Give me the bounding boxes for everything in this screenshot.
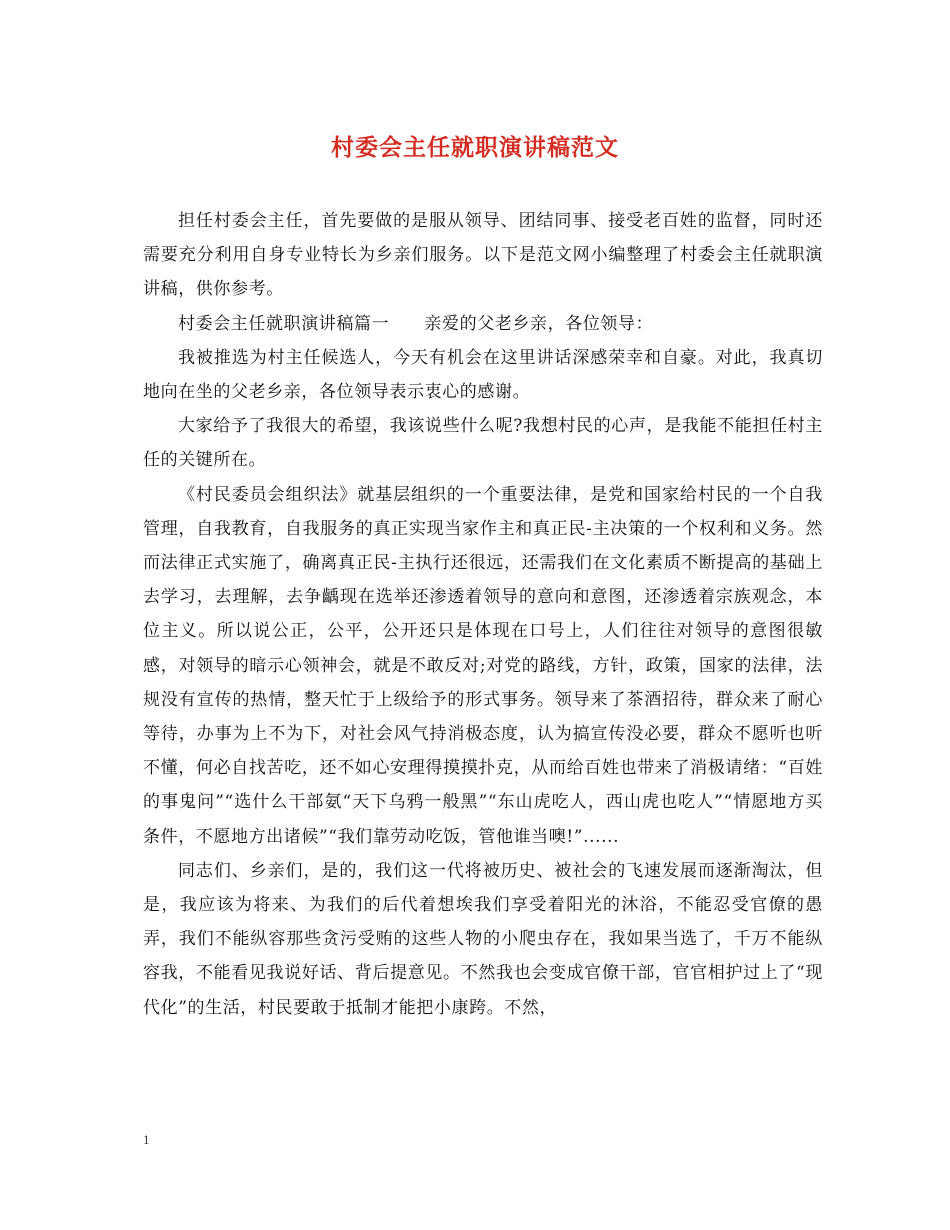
paragraph-comrades: 同志们、乡亲们，是的，我们这一代将被历史、被社会的飞速发展而逐渐淘汰，但是，我应该为将来、为我们的后代着想埃我们享受着阳光的沐浴，不能忍受官僚的愚弄，我们不能纵容那些贪污受贿的这些人物的小爬虫存在，我如果当选了，千万不能纵容我，不能看见我说好话、背后提意见。不然我也会变成官僚干部，官官相护过上了“现代化”的生活，村民要敢于抵制才能把小康跨。不然，: [143, 860, 823, 1018]
paragraph-hope: 大家给予了我很大的希望，我该说些什么呢?我想村民的心声，是我能不能担任村主任的关键所在。: [143, 416, 823, 471]
paragraph-salutation: 村委会主任就职演讲稿篇一 亲爱的父老乡亲，各位领导：: [178, 313, 654, 334]
page-number: 1: [143, 1132, 150, 1147]
paragraph-law: 《村民委员会组织法》就基层组织的一个重要法律，是党和国家给村民的一个自我管理，自我教育，自我服务的真正实现当家作主和真正民-主决策的一个权利和义务。然而法律正式实施了，确离真正民-主执行还很远，还需我们在文化素质不断提高的基础上去学习，去理解，去争齲现在选举还渗透着领导的意向和意图，还渗透着宗族观念，本位主义。所以说公正，公平，公开还只是体现在口号上，人们往往对领导的意图很敏感，对领导的暗示心领神会，就是不敢反对;对党的路线，方针，政策，国家的法律，法规没有宣传的热情，整天忙于上级给予的形式事务。领导来了茶酒招待，群众来了耐心等待，办事为上不为下，对社会风气持消极态度，认为搞宣传没必要，群众不愿听也听不懂，何必自找苦吃，还不如心安理得摸摸扑克，从而给百姓也带来了消极请绪：“百姓的事鬼问”“选什么干部氨“天下乌鸦一般黑”“东山虎吃人，西山虎也吃人”“情愿地方买条件，不愿地方出诸候”“我们靠劳动吃饭，管他谁当噢!”......: [143, 484, 823, 847]
paragraph-intro: 担任村委会主任，首先要做的是服从领导、团结同事、接受老百姓的监督，同时还需要充分利用自身专业特长为乡亲们服务。以下是范文网小编整理了村委会主任就职演讲稿，供你参考。: [143, 211, 823, 300]
paragraph-gratitude: 我被推选为村主任候选人，今天有机会在这里讲话深感荣幸和自豪。对此，我真切地向在坐的父老乡亲，各位领导表示衷心的感谢。: [143, 347, 823, 403]
document-title: 村委会主任就职演讲稿范文: [331, 134, 619, 161]
document-body: [143, 204, 823, 1025]
